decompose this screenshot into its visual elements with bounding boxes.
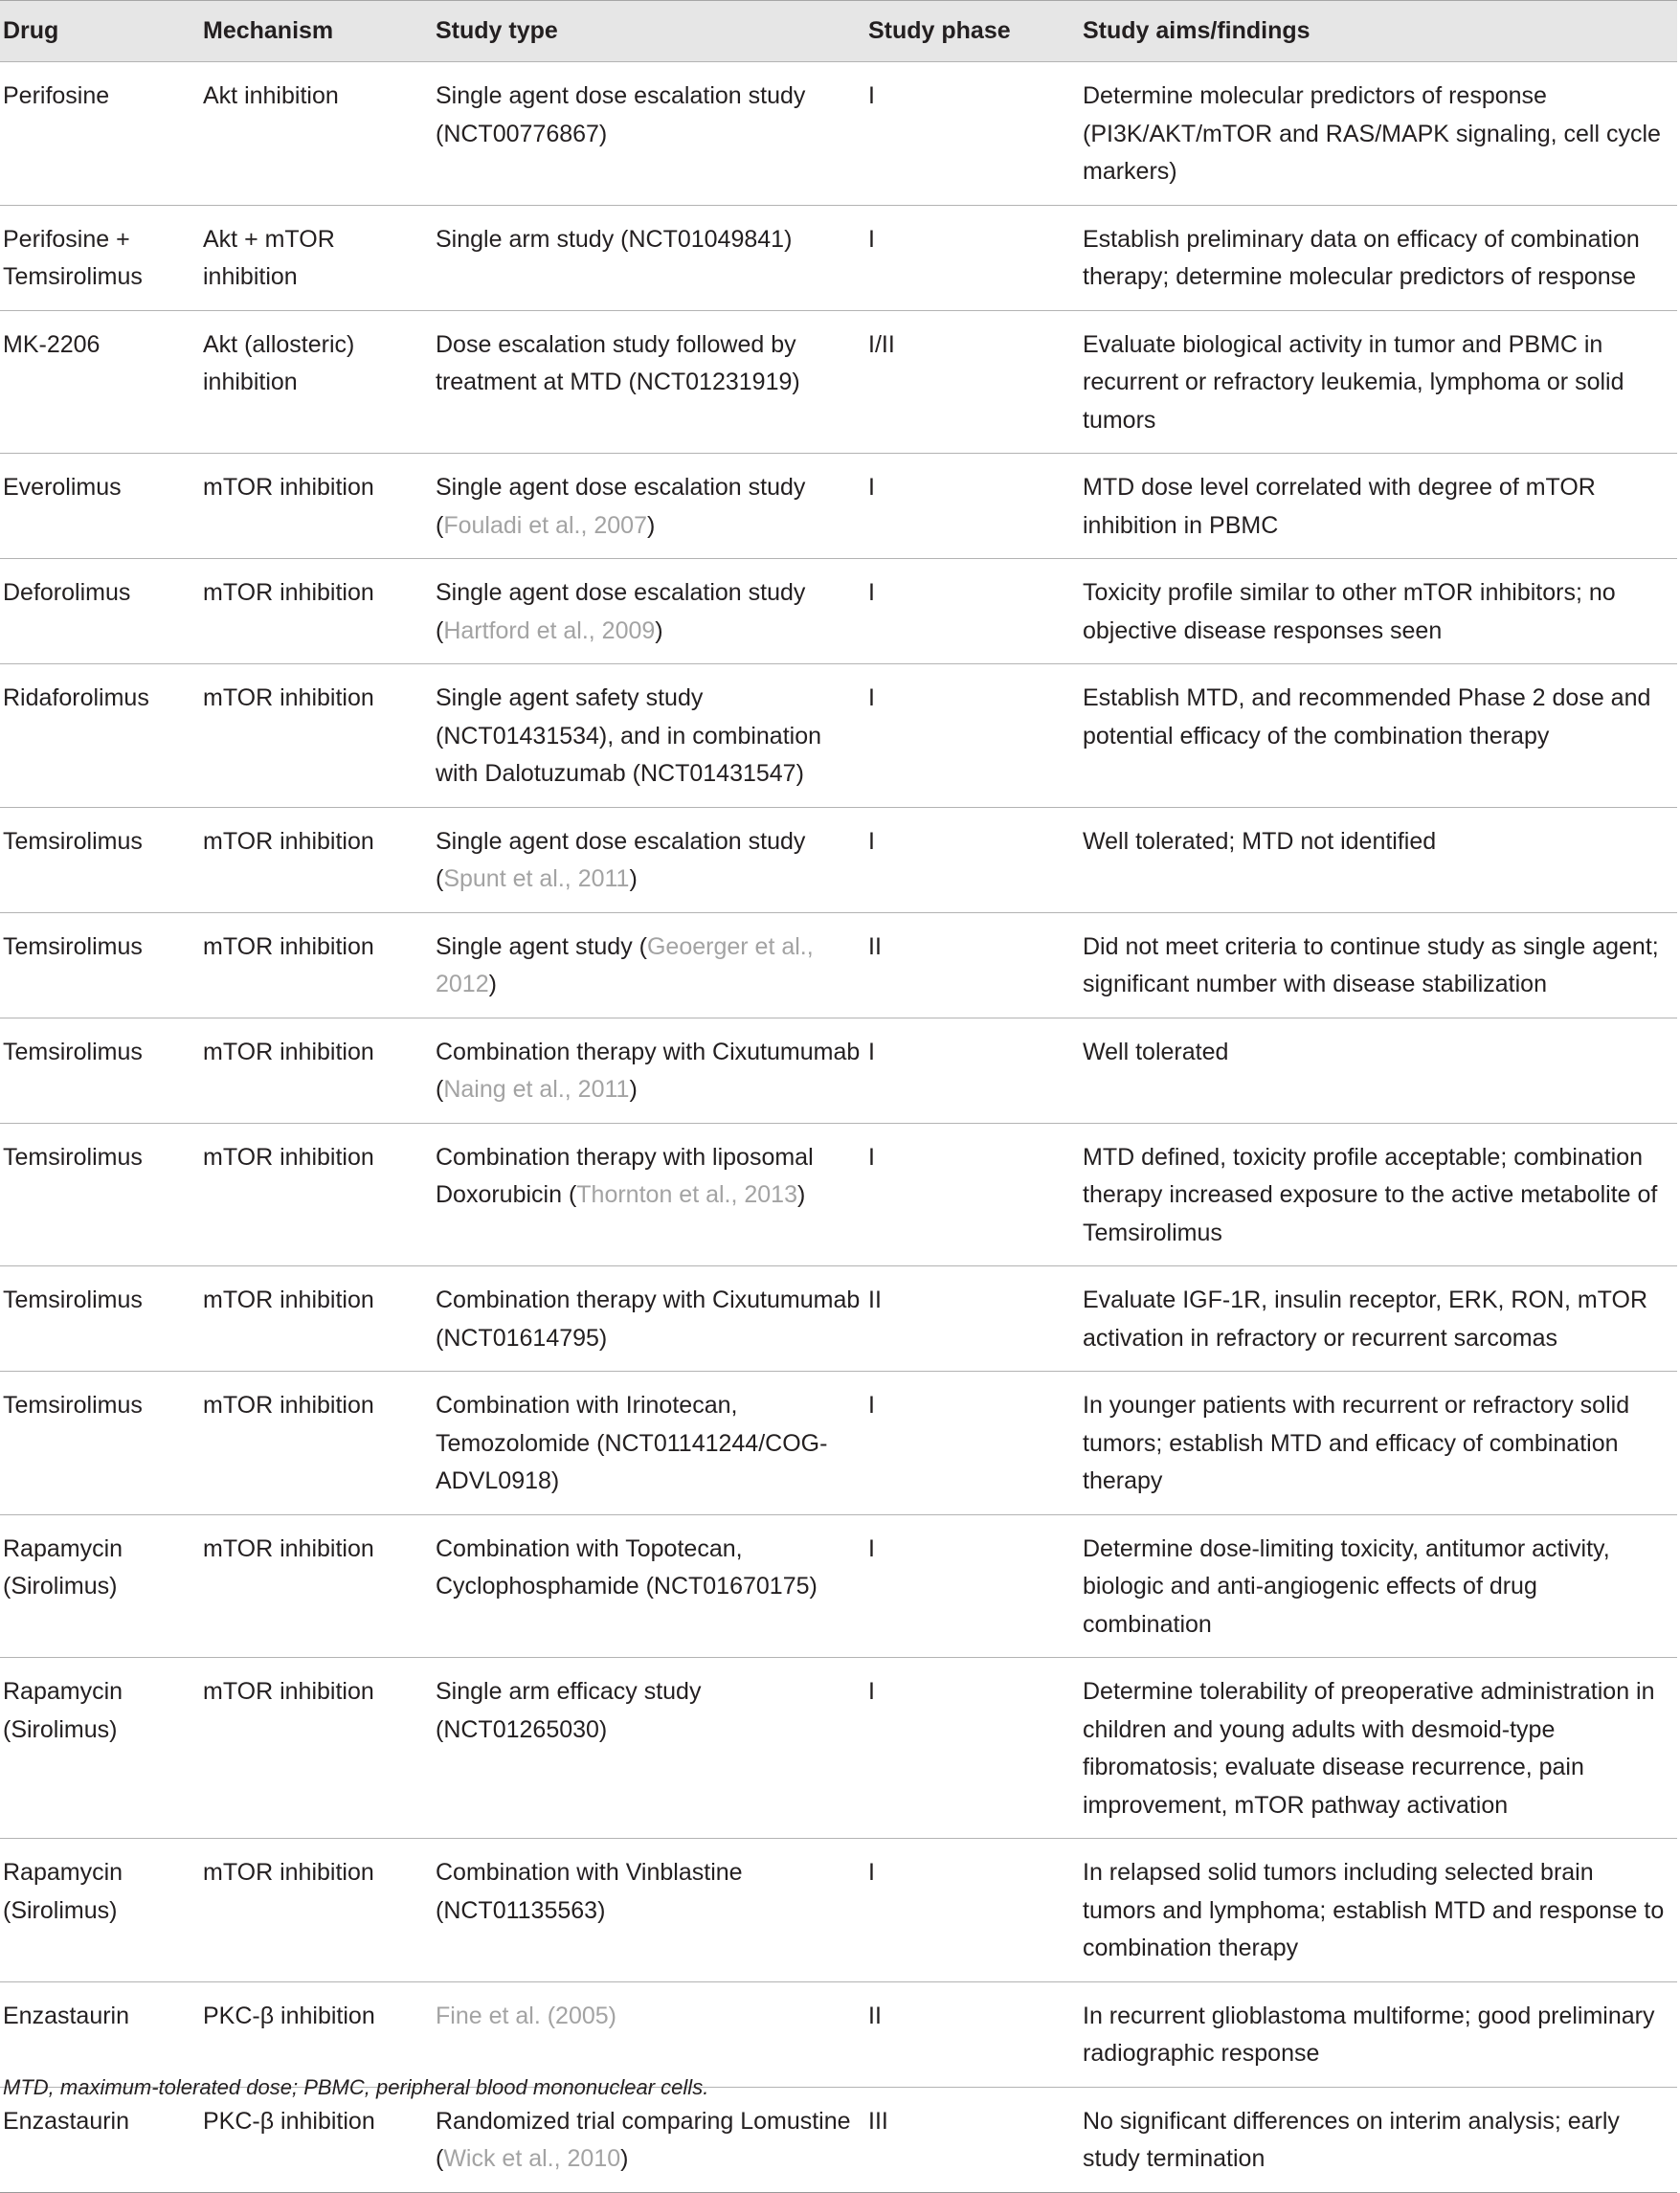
study-type-suffix: )	[646, 511, 656, 539]
cell-phase: I	[868, 1392, 875, 1419]
cell-phase: I	[868, 1534, 875, 1562]
cell-drug: Perifosine	[3, 82, 110, 109]
cell-drug: Temsirolimus	[3, 827, 143, 855]
cell-mechanism: PKC-β inhibition	[203, 2002, 375, 2029]
cell-aims	[1083, 62, 1677, 206]
table-row	[0, 205, 1677, 310]
table-row	[0, 559, 1677, 664]
citation-link[interactable]: Naing et al., 2011	[443, 1076, 630, 1103]
citation-link[interactable]: Geoerger et al., 2012	[436, 932, 814, 997]
citation-link[interactable]: Hartford et al., 2009	[443, 616, 656, 644]
cell-mechanism: mTOR inhibition	[203, 1143, 374, 1171]
cell-mechanism: mTOR inhibition	[203, 684, 374, 711]
cell-aims	[1083, 1514, 1677, 1658]
cell-study-type	[436, 1123, 868, 1266]
table-row	[0, 1514, 1677, 1658]
cell-mechanism: mTOR inhibition	[203, 932, 374, 960]
citation-link[interactable]: Spunt et al., 2011	[443, 865, 630, 892]
cell-mechanism: mTOR inhibition	[203, 1859, 374, 1886]
cell-mechanism: mTOR inhibition	[203, 579, 374, 606]
study-type-text: Dose escalation study followed by treatment at MTD (NCT01231919)	[436, 330, 800, 395]
cell-drug: Everolimus	[3, 474, 122, 501]
cell-aims	[1083, 1018, 1677, 1123]
cell-drug: Temsirolimus	[3, 1287, 143, 1313]
aims-text: Did not meet criteria to continue study as single agent; significant number with disease stabilization	[1083, 932, 1659, 997]
table-row	[0, 1018, 1677, 1123]
study-type-text: Combination with Irinotecan, Temozolomide (NCT01141244/COG-ADVL0918)	[436, 1392, 828, 1494]
aims-text: Toxicity profile similar to other mTOR inhibitors; no objective disease responses seen	[1083, 579, 1616, 644]
cell-aims	[1083, 1372, 1677, 1515]
cell-aims	[1083, 559, 1677, 664]
cell-study-type	[436, 559, 868, 664]
cell-drug: Temsirolimus	[3, 932, 143, 960]
cell-drug: Rapamycin (Sirolimus)	[3, 1859, 123, 1924]
cell-study-type	[436, 1658, 868, 1839]
table-row	[0, 2087, 1677, 2192]
cell-study-type	[436, 310, 868, 454]
table-row	[0, 454, 1677, 559]
header-study-type: Study type	[436, 1, 868, 62]
cell-phase: I	[868, 474, 875, 501]
cell-drug: Deforolimus	[3, 579, 131, 606]
header-study-aims: Study aims/findings	[1083, 1, 1677, 62]
study-type-text: Combination with Topotecan, Cyclophosphamide (NCT01670175)	[436, 1534, 818, 1600]
study-type-suffix: )	[620, 2145, 629, 2172]
cell-mechanism: Akt inhibition	[203, 82, 339, 109]
cell-drug: Perifosine + Temsirolimus	[3, 225, 143, 290]
study-type-text: Single agent study (	[436, 932, 647, 960]
table-row	[0, 1266, 1677, 1372]
cell-study-type	[436, 1266, 868, 1372]
cell-mechanism: Akt + mTOR inhibition	[203, 225, 335, 290]
table-row	[0, 807, 1677, 912]
cell-study-type	[436, 2087, 868, 2192]
cell-aims	[1083, 912, 1677, 1018]
cell-phase: I	[868, 827, 875, 855]
cell-drug: Rapamycin (Sirolimus)	[3, 1534, 123, 1600]
cell-mechanism: mTOR inhibition	[203, 1392, 374, 1419]
header-row	[0, 1, 1677, 62]
cell-aims	[1083, 310, 1677, 454]
cell-phase: I	[868, 1859, 875, 1886]
table-row	[0, 310, 1677, 454]
cell-aims	[1083, 1123, 1677, 1266]
cell-phase: I	[868, 684, 875, 711]
aims-text: In recurrent glioblastoma multiforme; good preliminary radiographic response	[1083, 2002, 1655, 2067]
study-type-text: Single arm efficacy study (NCT01265030)	[436, 1678, 702, 1743]
table-row	[0, 912, 1677, 1018]
cell-study-type	[436, 205, 868, 310]
citation-link[interactable]: Wick et al., 2010	[443, 2145, 621, 2172]
cell-mechanism: mTOR inhibition	[203, 1287, 374, 1313]
citation-link[interactable]: Fouladi et al., 2007	[443, 511, 647, 539]
study-type-suffix: )	[655, 616, 663, 644]
study-type-text: Single agent dose escalation study (	[436, 474, 806, 539]
cell-study-type	[436, 1372, 868, 1515]
table-row	[0, 62, 1677, 206]
aims-text: Determine dose-limiting toxicity, antitumor activity, biologic and anti-angiogenic effects of drug combination	[1083, 1534, 1610, 1638]
cell-mechanism: mTOR inhibition	[203, 827, 374, 855]
table-row	[0, 1658, 1677, 1839]
study-type-suffix: )	[629, 865, 638, 892]
cell-study-type	[436, 1839, 868, 1982]
cell-mechanism: mTOR inhibition	[203, 1678, 374, 1705]
cell-aims	[1083, 1839, 1677, 1982]
table-footnote: MTD, maximum-tolerated dose; PBMC, peripheral blood mononuclear cells.	[3, 2075, 709, 2099]
aims-text: Evaluate IGF-1R, insulin receptor, ERK, RON, mTOR activation in refractory or recurrent sarcomas	[1083, 1287, 1648, 1352]
table-row	[0, 1981, 1677, 2087]
study-type-text: Combination therapy with liposomal Doxorubicin (	[436, 1143, 814, 1208]
cell-study-type	[436, 1981, 868, 2087]
study-type-text: Combination with Vinblastine (NCT01135563)	[436, 1859, 743, 1924]
cell-drug: Enzastaurin	[3, 2107, 130, 2135]
cell-aims	[1083, 1981, 1677, 2087]
cell-study-type	[436, 62, 868, 206]
study-type-text: Single agent dose escalation study (NCT00776867)	[436, 82, 806, 147]
cell-drug: MK-2206	[3, 330, 101, 358]
cell-study-type	[436, 454, 868, 559]
aims-text: Establish preliminary data on efficacy of combination therapy; determine molecular predictors of response	[1083, 225, 1640, 290]
cell-aims	[1083, 205, 1677, 310]
cell-phase: I	[868, 1038, 875, 1065]
cell-study-type	[436, 912, 868, 1018]
cell-mechanism: mTOR inhibition	[203, 1038, 374, 1065]
aims-text: In younger patients with recurrent or refractory solid tumors; establish MTD and efficacy of combination therapy	[1083, 1392, 1630, 1494]
cell-phase: II	[868, 1287, 882, 1313]
aims-text: No significant differences on interim analysis; early study termination	[1083, 2107, 1620, 2172]
aims-text: In relapsed solid tumors including selected brain tumors and lymphoma; establish MTD and response to combination therapy	[1083, 1859, 1665, 1961]
table-row	[0, 1372, 1677, 1515]
study-type-suffix: )	[629, 1076, 638, 1103]
aims-text: MTD defined, toxicity profile acceptable; combination therapy increased exposure to the active metabolite of Temsirolimus	[1083, 1143, 1658, 1246]
study-type-text: Single arm study (NCT01049841)	[436, 225, 793, 253]
citation-link[interactable]: Thornton et al., 2013	[576, 1181, 797, 1208]
aims-text: Evaluate biological activity in tumor and PBMC in recurrent or refractory leukemia, lymphoma or solid tumors	[1083, 330, 1624, 434]
cell-drug: Temsirolimus	[3, 1143, 143, 1171]
table-row	[0, 1839, 1677, 1982]
table-row	[0, 664, 1677, 808]
cell-drug: Temsirolimus	[3, 1392, 143, 1419]
cell-phase: I/II	[868, 330, 895, 358]
cell-phase: I	[868, 82, 875, 109]
citation-link[interactable]: Fine et al. (2005)	[436, 2002, 616, 2029]
cell-mechanism: Akt (allosteric) inhibition	[203, 330, 355, 395]
cell-aims	[1083, 807, 1677, 912]
cell-phase: I	[868, 225, 875, 253]
cell-aims	[1083, 664, 1677, 808]
study-type-text: Single agent safety study (NCT01431534), and in combination with Dalotuzumab (NCT01431547)	[436, 684, 822, 787]
cell-phase: II	[868, 932, 882, 960]
header-mechanism: Mechanism	[203, 1, 436, 62]
table-body	[0, 62, 1677, 2193]
study-type-text: Combination therapy with Cixutumumab (	[436, 1038, 861, 1103]
cell-drug: Temsirolimus	[3, 1038, 143, 1065]
study-type-text: Single agent dose escalation study (	[436, 827, 806, 892]
cell-mechanism: PKC-β inhibition	[203, 2107, 375, 2135]
study-type-text: Randomized trial comparing Lomustine (	[436, 2107, 851, 2172]
cell-mechanism: mTOR inhibition	[203, 474, 374, 501]
cell-aims	[1083, 1266, 1677, 1372]
aims-text: Well tolerated; MTD not identified	[1083, 827, 1437, 855]
cell-study-type	[436, 1514, 868, 1658]
aims-text: Determine tolerability of preoperative administration in children and young adults with desmoid-type fibromatosis; evaluate disease recurrence, pain improvement, mTOR pathway activation	[1083, 1678, 1655, 1819]
table-header	[0, 1, 1677, 62]
study-type-text: Single agent dose escalation study (	[436, 579, 806, 644]
cell-study-type	[436, 1018, 868, 1123]
cell-aims	[1083, 2087, 1677, 2192]
cell-drug: Enzastaurin	[3, 2002, 130, 2029]
study-type-suffix: )	[797, 1181, 806, 1208]
cell-study-type	[436, 664, 868, 808]
aims-text: Determine molecular predictors of response (PI3K/AKT/mTOR and RAS/MAPK signaling, cell cycle markers)	[1083, 82, 1661, 185]
study-type-suffix: )	[488, 971, 497, 997]
aims-text: MTD dose level correlated with degree of mTOR inhibition in PBMC	[1083, 474, 1596, 539]
study-type-text: Combination therapy with Cixutumumab (NCT01614795)	[436, 1287, 861, 1352]
cell-phase: I	[868, 1143, 875, 1171]
cell-phase: II	[868, 2002, 882, 2029]
cell-phase: III	[868, 2107, 888, 2135]
cell-aims	[1083, 454, 1677, 559]
header-drug: Drug	[0, 1, 203, 62]
aims-text: Well tolerated	[1083, 1038, 1229, 1065]
cell-mechanism: mTOR inhibition	[203, 1534, 374, 1562]
cell-drug: Rapamycin (Sirolimus)	[3, 1678, 123, 1743]
aims-text: Establish MTD, and recommended Phase 2 dose and potential efficacy of the combination therapy	[1083, 684, 1651, 750]
table-row	[0, 1123, 1677, 1266]
cell-phase: I	[868, 579, 875, 606]
cell-drug: Ridaforolimus	[3, 684, 149, 711]
cell-aims	[1083, 1658, 1677, 1839]
header-study-phase: Study phase	[868, 1, 1083, 62]
cell-phase: I	[868, 1678, 875, 1705]
cell-study-type	[436, 807, 868, 912]
